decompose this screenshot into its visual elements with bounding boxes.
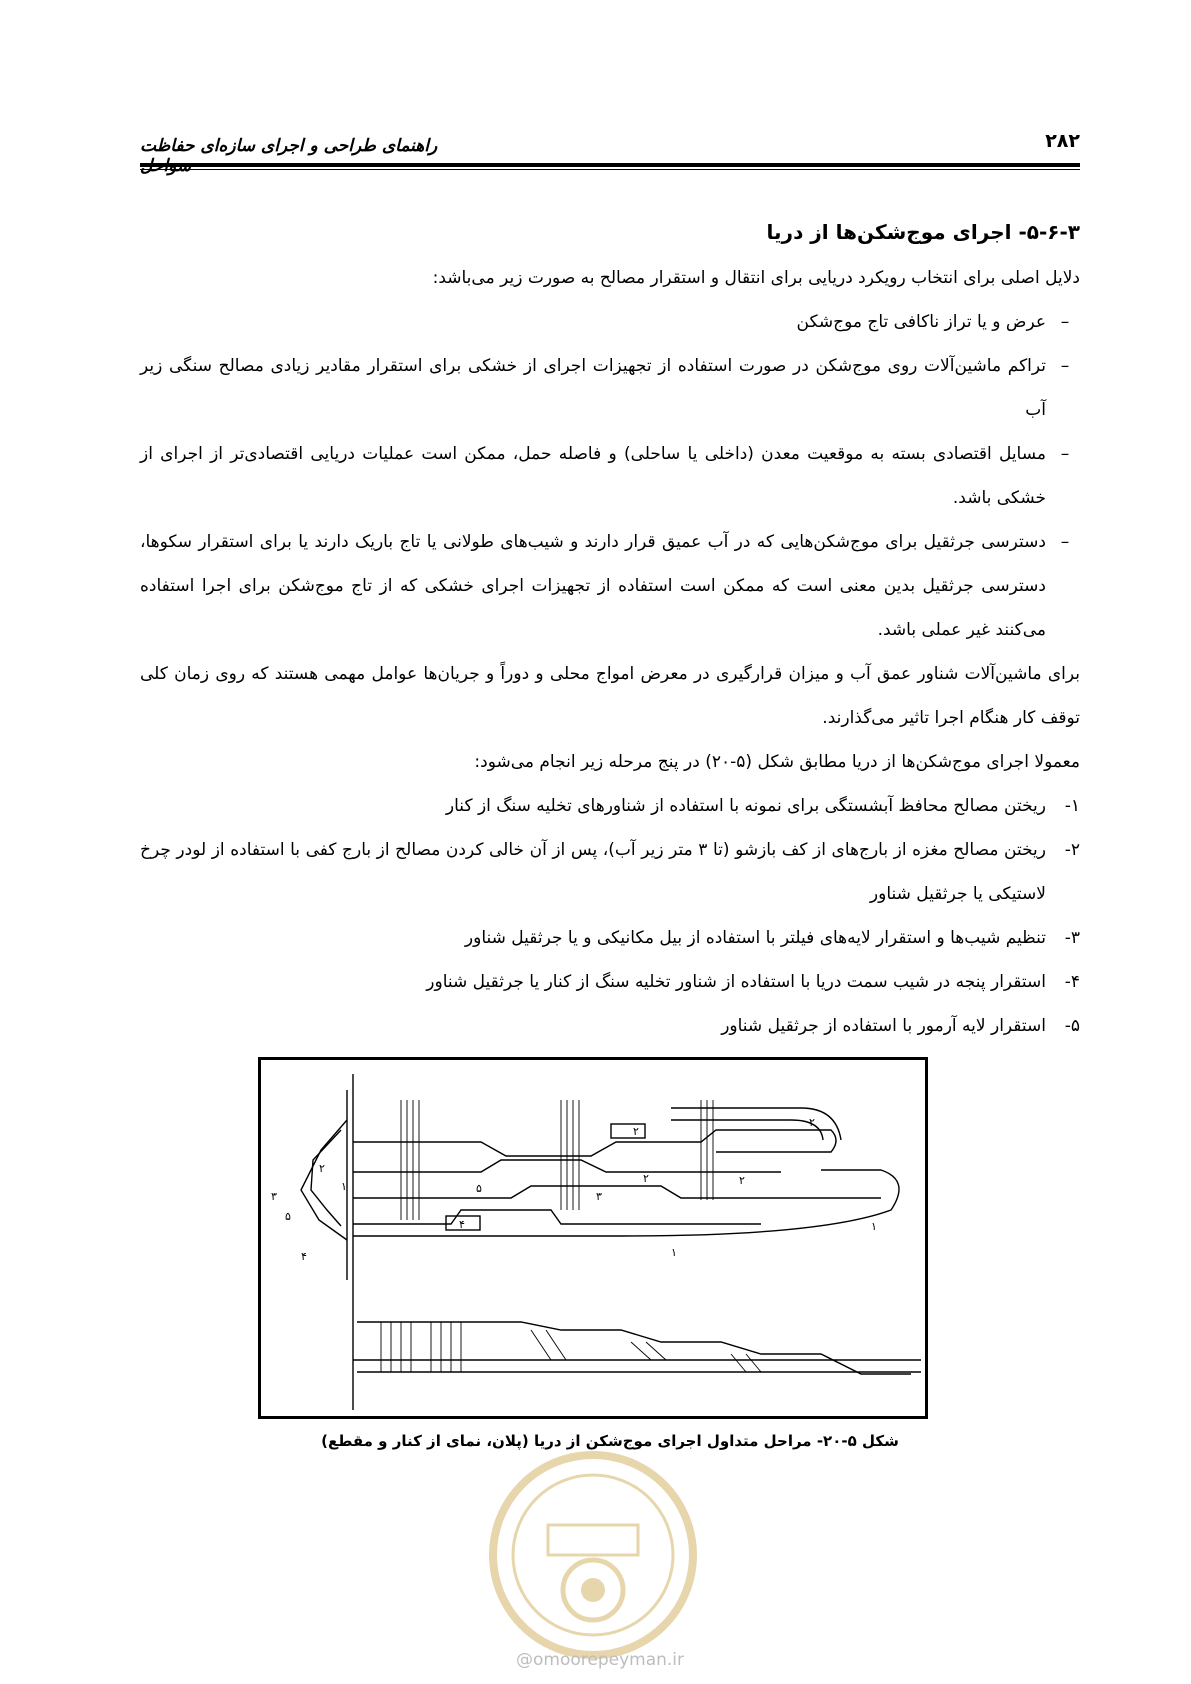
bullet-text: مسایل اقتصادی بسته به موقعیت معدن (داخلی یا ساحلی) و فاصله حمل، ممکن است عملیات دریایی اقتصادی‌تر از اجرای از خشکی باشد. — [140, 444, 1046, 508]
main-content — [140, 212, 1080, 1048]
bullet-text: عرض و یا تراز ناکافی تاج موج‌شکن — [796, 312, 1046, 332]
step-number: ۴- — [1064, 972, 1080, 992]
bullet-text: تراکم ماشین‌آلات روی موج‌شکن در صورت استفاده از تجهیزات اجرای از خشکی برای استقرار مقادیر زیادی مصالح سنگی زیر آب — [140, 356, 1046, 420]
page-number: ۲۸۲ — [1045, 130, 1080, 152]
header-rule-thin — [140, 169, 1080, 170]
stage-outline-outer — [353, 1170, 899, 1236]
step-number: ۳- — [1064, 928, 1080, 948]
label-five: ۵ — [476, 1182, 482, 1195]
bullet-item — [140, 344, 1080, 432]
bullet-item — [140, 520, 1080, 652]
label-two: ۲ — [739, 1174, 745, 1187]
breakwater-diagram — [261, 1060, 925, 1416]
section-heading: ۵-۶-۳- اجرای موج‌شکن‌ها از دریا — [766, 220, 1080, 244]
step-text: استقرار لایه آرمور با استفاده از جرثقیل شناور — [721, 1016, 1046, 1036]
label-one: ۱ — [341, 1180, 347, 1193]
floating-equipment-paragraph: برای ماشین‌آلات شناور عمق آب و میزان قرارگیری در معرض امواج محلی و دوراً و جریان‌ها عوامل مهمی هستند که روی زمان کلی توقف کار هنگام اجرا تاثیر می‌گذارند. — [140, 664, 1080, 728]
label-one: ۱ — [671, 1246, 677, 1259]
step-item — [140, 828, 1080, 916]
label-three: ۳ — [271, 1190, 277, 1203]
figure-caption: شکل ۵-۲۰- مراحل متداول اجرای موج‌شکن از دریا (پلان، نمای از کنار و مقطع) — [321, 1432, 899, 1450]
step-number: ۵- — [1064, 1016, 1080, 1036]
step-item — [140, 916, 1080, 960]
label-two: ۲ — [319, 1162, 325, 1175]
bullet-marker: – — [1060, 532, 1070, 552]
bullet-marker: – — [1060, 312, 1070, 332]
label-three: ۳ — [596, 1190, 602, 1203]
label-four: ۴ — [301, 1250, 307, 1263]
label-four: ۴ — [459, 1218, 465, 1231]
section-view — [353, 1322, 921, 1374]
label-two: ۲ — [643, 1172, 649, 1185]
label-five: ۵ — [285, 1210, 291, 1223]
watermark-text: @omoorepeyman.ir — [515, 1650, 685, 1670]
running-header-title: راهنمای طراحی و اجرای سازه‌ای حفاظت — [140, 136, 438, 156]
stage-outline-lower — [353, 1186, 881, 1198]
step-item — [140, 1004, 1080, 1048]
intro-paragraph: دلایل اصلی برای انتخاب رویکرد دریایی برای انتقال و استقرار مصالح به صورت زیر می‌باشد: — [432, 268, 1080, 288]
step-item — [140, 960, 1080, 1004]
step-number: ۱- — [1064, 796, 1080, 816]
bullet-marker: – — [1060, 356, 1070, 376]
header-rule-thick — [140, 163, 1080, 167]
step-item — [140, 784, 1080, 828]
step-text: تنظیم شیب‌ها و استقرار لایه‌های فیلتر با استفاده از بیل مکانیکی و یا جرثقیل شناور — [464, 928, 1046, 948]
step-text: ریختن مصالح مغزه از بارج‌های از کف بازشو (تا ۳ متر زیر آب)، پس از آن خالی کردن مصالح از بارج کفی با استفاده از لودر چرخ لاستیکی یا جرثقیل شناور — [140, 840, 1046, 904]
stage-outline-bottom — [353, 1210, 761, 1224]
bullet-item — [140, 432, 1080, 520]
steps-intro-paragraph: معمولا اجرای موج‌شکن‌ها از دریا مطابق شکل (۵-۲۰) در پنج مرحله زیر انجام می‌شود: — [474, 752, 1080, 772]
label-two: ۲ — [633, 1125, 639, 1138]
watermark-seal-icon — [478, 1440, 708, 1670]
bullet-marker: – — [1060, 444, 1070, 464]
step-number: ۲- — [1064, 840, 1080, 860]
step-text: ریختن مصالح محافظ آبشستگی برای نمونه با استفاده از شناورهای تخلیه سنگ از کنار — [445, 796, 1046, 816]
stage-outline-upper — [353, 1130, 836, 1156]
bullet-item — [140, 300, 1080, 344]
figure-frame — [258, 1057, 928, 1419]
step-text: استقرار پنجه در شیب سمت دریا با استفاده از شناور تخلیه سنگ از کنار یا جرثقیل شناور — [426, 972, 1046, 992]
label-two: ۲ — [809, 1116, 815, 1129]
label-one: ۱ — [871, 1220, 877, 1233]
bullet-text: دسترسی جرثقیل برای موج‌شکن‌هایی که در آب عمیق قرار دارند و شیب‌های طولانی یا تاج باریک دارند یا برای استقرار سکوها، دسترسی جرثقیل بدین معنی است که ممکن است استفاده از تجهیزات اجرای خشکی که از تاج موج‌شکن برای اجرا استفاده می‌کنند غیر عملی باشد. — [140, 532, 1046, 640]
